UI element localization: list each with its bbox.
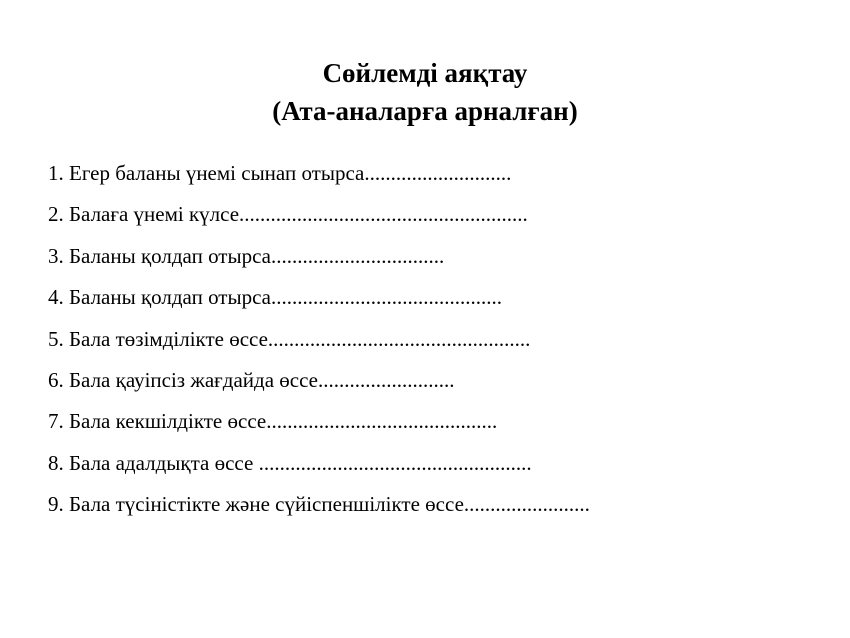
list-item: 4. Баланы қолдап отырса............................................ bbox=[48, 285, 502, 310]
list-item: 6. Бала қауіпсіз жағдайда өссе.......................... bbox=[48, 367, 455, 392]
list-item: 9. Бала түсіністікте және сүйіспеншілікте өссе........................ bbox=[48, 492, 590, 517]
list-item: 1. Егер баланы үнемі сынап отырса............................ bbox=[48, 161, 512, 185]
list-item: 3. Баланы қолдап отырса................................. bbox=[48, 243, 445, 268]
list-item: 5. Бала төзімділікте өссе.................................................. bbox=[48, 326, 531, 351]
list-item: 8. Бала адалдықта өссе .................................................... bbox=[48, 450, 532, 475]
page-subtitle: (Ата-аналарға арналған) bbox=[272, 96, 578, 126]
list-item: 7. Бала кекшілдікте өссе............................................ bbox=[48, 409, 498, 434]
sentence-list bbox=[48, 158, 590, 531]
list-item: 2. Балаға үнемі күлсе....................................................... bbox=[48, 202, 528, 227]
page-title: Сөйлемді аяқтау bbox=[322, 58, 528, 88]
